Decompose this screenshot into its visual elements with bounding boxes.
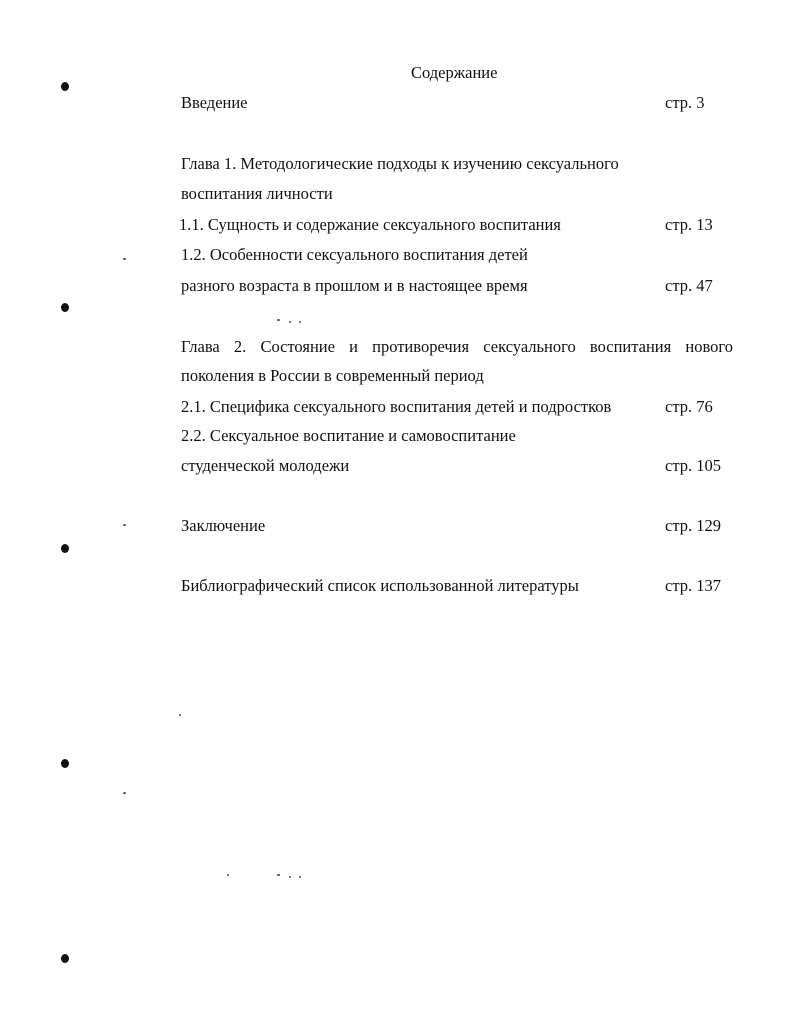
scan-speck [299, 876, 301, 878]
binder-hole-mark [61, 303, 69, 312]
toc-chapter-1-heading-cont: воспитания личности [181, 184, 333, 203]
toc-page-bibliography: стр. 137 [665, 576, 721, 595]
binder-hole-mark [61, 954, 69, 963]
scan-speck [277, 874, 280, 876]
scan-speck [277, 319, 280, 321]
scan-speck [227, 874, 229, 876]
scan-speck [123, 792, 126, 794]
toc-entry-conclusion: Заключение [181, 516, 266, 535]
scan-speck [289, 321, 291, 323]
word: сексуального [483, 337, 576, 356]
toc-page-section-1-1: стр. 13 [665, 215, 713, 234]
toc-section-2-2: 2.2. Сексуальное воспитание и самовоспитание [181, 426, 516, 445]
scan-speck [123, 258, 126, 260]
toc-page-conclusion: стр. 129 [665, 516, 721, 535]
word: 2. [233, 337, 247, 356]
word: воспитания [589, 337, 672, 356]
binder-hole-mark [61, 544, 69, 553]
binder-hole-mark [61, 82, 69, 91]
toc-page-section-2-2: стр. 105 [665, 456, 721, 475]
toc-chapter-2-heading-cont: поколения в России в современный период [181, 366, 484, 385]
toc-section-2-2-cont: студенческой молодежи [181, 456, 350, 475]
word: Состояние [260, 337, 335, 356]
toc-section-1-2: 1.2. Особенности сексуального воспитания детей [181, 245, 528, 264]
toc-page-section-2-1: стр. 76 [665, 397, 713, 416]
scan-speck [299, 321, 301, 323]
toc-entry-introduction: Введение [181, 93, 248, 112]
toc-chapter-1-heading: Глава 1. Методологические подходы к изучению сексуального [181, 154, 619, 173]
word: противоречия [372, 337, 470, 356]
toc-page-introduction: стр. 3 [665, 93, 705, 112]
word: нового [685, 337, 733, 356]
toc-section-2-1: 2.1. Специфика сексуального воспитания детей и подростков [181, 397, 612, 416]
toc-page-section-1-2: стр. 47 [665, 276, 713, 295]
binder-hole-mark [61, 759, 69, 768]
toc-section-1-1: 1.1. Сущность и содержание сексуального воспитания [179, 215, 561, 234]
toc-chapter-2-heading [181, 337, 733, 357]
word: Глава [181, 337, 220, 356]
word: и [349, 337, 358, 356]
scan-speck [179, 714, 181, 716]
scan-speck [123, 524, 126, 526]
toc-section-1-2-cont: разного возраста в прошлом и в настоящее время [181, 276, 528, 295]
contents-title: Содержание [411, 63, 498, 82]
toc-entry-bibliography: Библиографический список использованной литературы [181, 576, 579, 595]
scan-speck [289, 876, 291, 878]
